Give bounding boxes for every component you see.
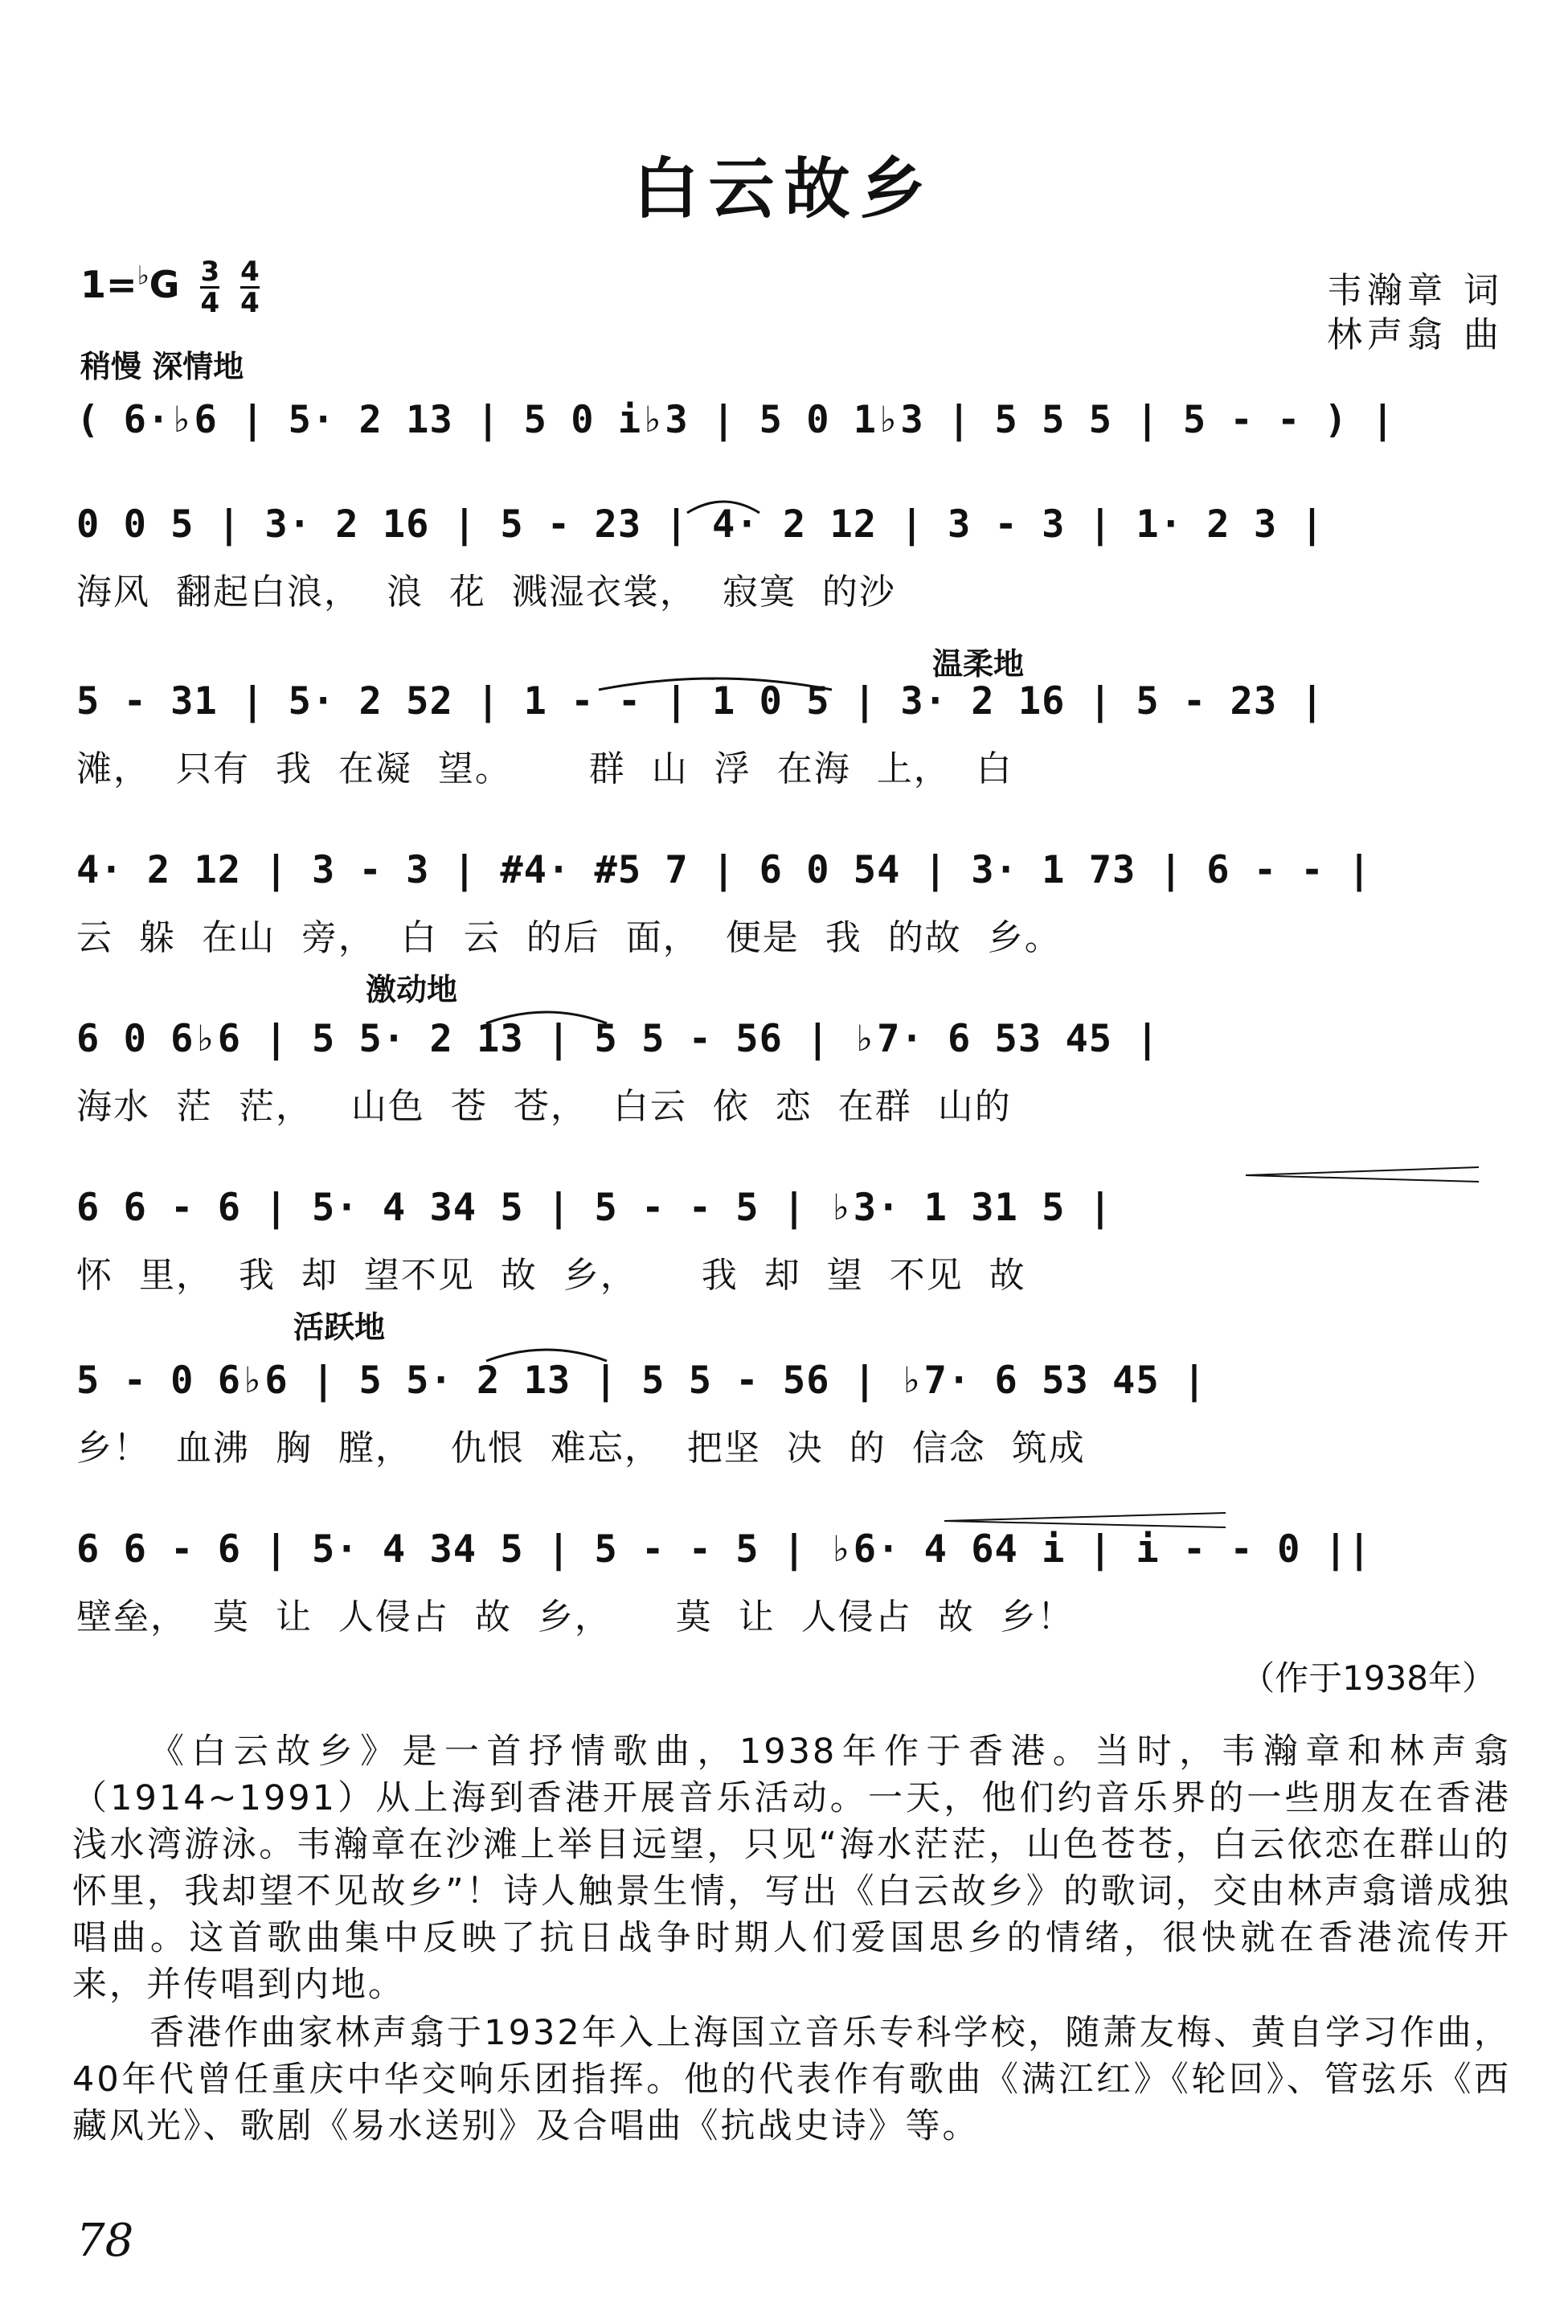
score-line-7-lyrics: 乡！ 血沸 胸 膛， 仇恨 难忘， 把坚 决 的 信念 筑成 [76,1428,1086,1469]
crescendo-mark [1242,1166,1483,1182]
score-line-3-lyrics: 滩， 只有 我 在凝 望。 群 山 浮 在海 上， 白 [76,748,1013,789]
tempo-mark-gentle: 温柔地 [932,646,1025,682]
score-line-6-notes: 6 6 - 6 | 5· 4 34 5 | 5 - - 5 | ♭3· 1 31 5 | [76,1186,1113,1230]
score-line-6-lyrics: 怀 里， 我 却 望不见 故 乡， 我 却 望 不见 故 [76,1255,1026,1296]
key-prefix: 1= [80,263,137,306]
score-line-5-notes: 6 0 6♭6 | 5 5· 2 13 | 5 5 - 56 | ♭7· 6 53 45 | [76,1017,1160,1061]
key-note: G [149,263,180,306]
page-number: 78 [76,2215,134,2267]
tempo-mark-intro: 稍慢 深情地 [80,349,244,384]
tempo-mark-excited: 激动地 [366,972,458,1007]
slur-mark [683,490,764,514]
composition-year-note: （作于1938年） [1241,1658,1496,1698]
score-line-8-notes: 6 6 - 6 | 5· 4 34 5 | 5 - - 5 | ♭6· 4 64 i | i - - 0 || [76,1527,1372,1572]
time-signature-4-4: $\frac{4}{4}$ [240,256,260,319]
score-line-4-lyrics: 云 躲 在山 旁， 白 云 的后 面， 便是 我 的故 乡。 [76,917,1062,958]
flat-sign: ♭ [137,260,149,291]
score-line-4-notes: 4· 2 12 | 3 - 3 | #4· #5 7 | 6 0 54 | 3· 1 73 | 6 - - | [76,848,1372,892]
score-line-3-notes: 5 - 31 | 5· 2 52 | 1 - - | 1 0 5 | 3· 2 16 | 5 - 23 | [76,679,1324,723]
page-title: 白云故乡 [633,151,935,227]
slur-mark [482,1338,611,1363]
score-line-7-notes: 5 - 0 6♭6 | 5 5· 2 13 | 5 5 - 56 | ♭7· 6 53 45 | [76,1359,1207,1403]
score-line-2-notes: 0 0 5 | 3· 2 16 | 5 - 23 | 4· 2 12 | 3 - 3 | 1· 2 3 | [76,502,1324,547]
description-paragraph-1: 《白云故乡》是一首抒情歌曲，1938年作于香港。当时，韦瀚章和林声翕（1914~1991）从上海到香港开展音乐活动。一天，他们约音乐界的一些朋友在香港浅水湾游泳。韦瀚章在沙滩上举目远望，只见“海水茫茫，山色苍苍，白云依恋在群山的怀里，我却望不见故乡”！诗人触景生情，写出《白云故乡》的歌词，交由林声翕谱成独唱曲。这首歌曲集中反映了抗日战争时期人们爱国思乡的情绪，很快就在香港流传开来，并传唱到内地。 [72,1732,1511,2005]
score-line-8-lyrics: 壁垒， 莫 让 人侵占 故 乡， 莫 让 人侵占 故 乡！ [76,1596,1075,1637]
score-line-5-lyrics: 海水 茫 茫， 山色 苍 苍， 白云 依 恋 在群 山的 [76,1086,1012,1127]
lyricist-credit: 韦瀚章 词 [1327,270,1504,311]
score-line-2-lyrics: 海风 翻起白浪， 浪 花 溅湿衣裳， 寂寞 的沙 [76,572,896,613]
crescendo-mark [940,1511,1230,1527]
description-paragraph-2: 香港作曲家林声翕于1932年入上海国立音乐专科学校，随萧友梅、黄自学习作曲，40年代曾任重庆中华交响乐团指挥。他的代表作有歌曲《满江红》《轮回》、管弦乐《西藏风光》、歌剧《易水送别》及合唱曲《抗战史诗》等。 [72,2013,1511,2146]
time-signature-3-4: $\frac{3}{4}$ [200,256,220,319]
score-line-1-notes: ( 6·♭6 | 5· 2 13 | 5 0 i♭3 | 5 0 1♭3 | 5 5 5 | 5 - - ) | [76,398,1395,442]
tempo-mark-lively: 活跃地 [293,1310,386,1345]
composer-credit: 林声翕 曲 [1327,314,1504,355]
key-signature [80,257,260,318]
slur-mark [482,1001,611,1025]
tie-mark [595,667,836,691]
